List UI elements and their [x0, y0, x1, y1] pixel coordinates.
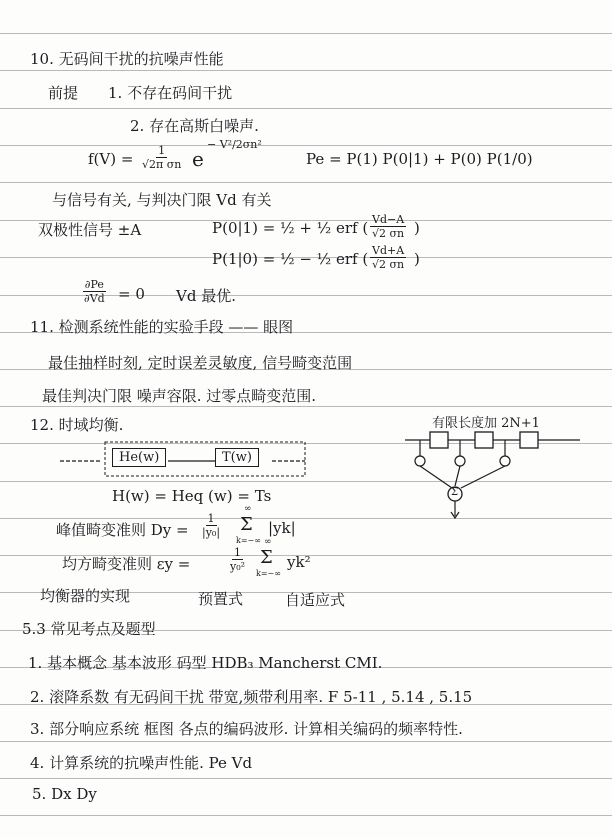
sum-symbol: Σ [451, 487, 459, 498]
t-block: T(w) [215, 448, 259, 467]
fv-exponent: − V²/2σn² [207, 138, 262, 151]
section-12-title: 12. 时域均衡. [30, 416, 124, 434]
p10-close-paren: ) [414, 250, 420, 268]
he-block: He(w) [112, 448, 166, 467]
pe-formula: Pe = P(1) P(0|1) + P(0) P(1/0) [306, 150, 533, 168]
peak-frac-den: |y₀| [202, 526, 221, 539]
ruled-line [0, 145, 612, 146]
p01-numerator: Vd−A [372, 213, 405, 226]
ms-frac-num: 1 [234, 546, 242, 559]
p01-lhs: P(0|1) = ½ + ½ erf ( [212, 219, 369, 237]
p10-denominator: √2 σn [372, 258, 405, 271]
ruled-line [0, 741, 612, 742]
derivative-equals: = 0 [118, 285, 145, 303]
mean-square-rule: 均方畸变准则 εy = [62, 555, 191, 573]
ruled-line [0, 182, 612, 183]
dependence-note: 与信号有关, 与判决门限 Vd 有关 [52, 191, 272, 209]
fv-denominator: √2π σn [142, 158, 182, 171]
tap-length-note: 有限长度加 2N+1 [432, 416, 540, 431]
exam-point-2: 2. 滚降系数 有无码间干扰 带宽,频带利用率. F 5-11 , 5.14 , 5.15 [30, 688, 473, 706]
section-53-title: 5.3 常见考点及题型 [22, 620, 156, 638]
equalizer-implementation-label: 均衡器的实现 [40, 587, 131, 605]
exam-point-3: 3. 部分响应系统 框图 各点的编码波形. 计算相关编码的频率特性. [30, 720, 463, 738]
optimal-threshold: Vd 最优. [176, 287, 236, 305]
exam-point-1: 1. 基本概念 基本波形 码型 HDB₃ Mancherst CMI. [28, 654, 383, 672]
peak-sum-term: |yk| [268, 519, 296, 537]
derivative-fraction [82, 278, 107, 305]
peak-sum-bottom: k=−∞ [236, 536, 261, 545]
h-equation: H(w) = Heq (w) = Ts [112, 487, 272, 505]
fv-numerator: 1 [158, 144, 166, 157]
section-10-title: 10. 无码间干扰的抗噪声性能 [30, 50, 224, 68]
p01-close-paren: ) [414, 219, 420, 237]
transversal-filter-sketch [405, 428, 580, 520]
exam-point-5: 5. Dx Dy [32, 785, 97, 803]
premise-label: 前提 [48, 84, 79, 102]
ms-sum-top: ∞ [264, 537, 272, 547]
equalizer-block-diagram [60, 438, 310, 488]
fv-fraction [140, 144, 183, 171]
adaptive-equalizer: 自适应式 [285, 591, 346, 609]
bipolar-label: 双极性信号 ±A [38, 221, 142, 239]
eye-diagram-line-2: 最佳判决门限 噪声容限. 过零点畸变范围. [42, 387, 317, 405]
section-11-title: 11. 检测系统性能的实验手段 —— 眼图 [30, 318, 294, 336]
ruled-line [0, 406, 612, 407]
preset-equalizer: 预置式 [198, 590, 244, 608]
derivative-denominator: ∂Vd [84, 292, 105, 305]
exam-point-4: 4. 计算系统的抗噪声性能. Pe Vd [30, 754, 253, 772]
fv-lhs: f(V) = [88, 150, 134, 168]
ruled-line [0, 33, 612, 34]
ms-sum-sigma: Σ [260, 547, 273, 568]
p01-denominator: √2 σn [372, 227, 405, 240]
fv-exp-base: e [192, 147, 204, 171]
peak-sum-sigma: Σ [240, 514, 253, 535]
derivative-numerator: ∂Pe [84, 278, 104, 291]
peak-frac-num: 1 [207, 512, 215, 525]
p01-fraction [370, 213, 406, 240]
ms-fraction [228, 546, 247, 573]
p10-fraction [370, 244, 406, 271]
ruled-line [0, 778, 612, 779]
p10-numerator: Vd+A [372, 244, 405, 257]
ms-sum-bottom: k=−∞ [256, 569, 281, 578]
peak-distortion-rule: 峰值畸变准则 Dy = [56, 521, 189, 539]
ruled-line [0, 70, 612, 71]
ruled-line [0, 108, 612, 109]
premise-item-2: 2. 存在高斯白噪声. [130, 117, 259, 135]
peak-sum-top: ∞ [244, 504, 252, 514]
eye-diagram-line-1: 最佳抽样时刻, 定时误差灵敏度, 信号畸变范围 [48, 354, 353, 372]
ms-frac-den: y₀² [230, 560, 246, 573]
peak-fraction [200, 512, 222, 539]
ruled-line [0, 815, 612, 816]
ms-sum-term: yk² [287, 553, 311, 571]
p10-lhs: P(1|0) = ½ − ½ erf ( [212, 250, 369, 268]
premise-item-1: 1. 不存在码间干扰 [108, 84, 233, 102]
